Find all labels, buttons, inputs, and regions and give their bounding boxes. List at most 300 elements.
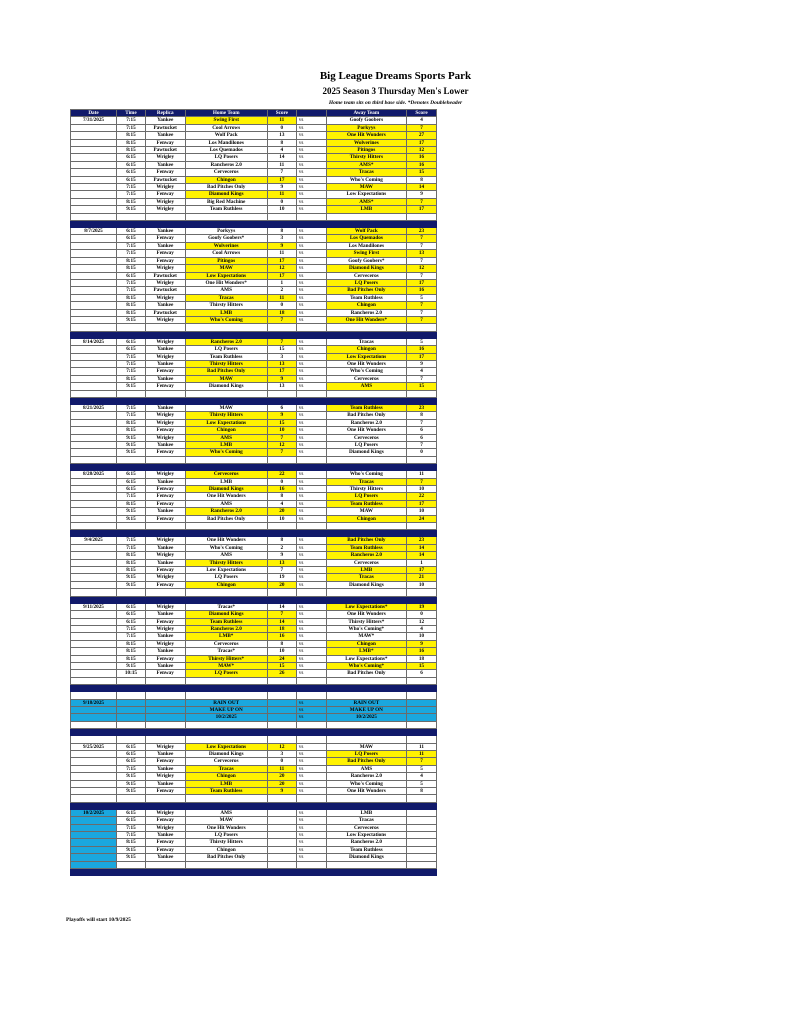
game-field: Fenway: [145, 758, 185, 765]
vs-label: vs: [296, 780, 326, 787]
home-team: MAW*: [185, 662, 267, 669]
separator-cell: [267, 685, 296, 692]
game-row: [71, 434, 437, 441]
header-time: Time: [117, 110, 146, 117]
separator-cell: [326, 221, 406, 228]
blank-cell: [326, 213, 406, 220]
vs-label: vs: [296, 648, 326, 655]
game-field: Fenway: [145, 427, 185, 434]
separator-cell: [71, 869, 117, 876]
game-date: [71, 235, 117, 242]
rainout-time: [117, 714, 146, 721]
home-score: 7: [267, 567, 296, 574]
away-team: Chingon: [326, 302, 406, 309]
separator-cell: [296, 869, 326, 876]
blank-cell: [71, 795, 117, 802]
game-date: [71, 486, 117, 493]
away-team: Team Ruthless: [326, 294, 406, 301]
blank-cell: [267, 523, 296, 530]
game-date: [71, 552, 117, 559]
blank-cell: [406, 213, 436, 220]
game-time: 9:15: [117, 787, 146, 794]
game-field: Yankee: [145, 375, 185, 382]
game-field: Wrigley: [145, 419, 185, 426]
away-score: 16: [406, 346, 436, 353]
home-team: Team Ruthless: [185, 787, 267, 794]
game-time: 9:15: [117, 574, 146, 581]
home-score: [267, 854, 296, 861]
home-team: AMS: [185, 809, 267, 816]
away-score: 11: [406, 743, 436, 750]
game-time: 10:15: [117, 670, 146, 677]
game-field: Yankee: [145, 117, 185, 124]
game-field: Yankee: [145, 831, 185, 838]
game-date: [71, 287, 117, 294]
blank-cell: [117, 692, 146, 699]
game-field: Wrigley: [145, 625, 185, 632]
game-time: 9:15: [117, 515, 146, 522]
game-date: [71, 427, 117, 434]
vs-label: vs: [296, 360, 326, 367]
game-date: [71, 383, 117, 390]
away-score: 7: [406, 419, 436, 426]
game-field: Yankee: [145, 404, 185, 411]
game-date: [71, 279, 117, 286]
blank-cell: [117, 721, 146, 728]
separator-cell: [117, 530, 146, 537]
game-row: [71, 176, 437, 183]
separator-cell: [326, 397, 406, 404]
blank-cell: [296, 721, 326, 728]
game-row: [71, 353, 437, 360]
rainout-field: [145, 706, 185, 713]
game-time: 6:15: [117, 228, 146, 235]
blank-row: [71, 589, 437, 596]
home-score: 11: [267, 161, 296, 168]
game-time: 8:15: [117, 500, 146, 507]
away-score: 23: [406, 228, 436, 235]
game-time: 8:15: [117, 265, 146, 272]
away-team: Cerveceros: [326, 824, 406, 831]
game-row: [71, 471, 437, 478]
week-separator: [71, 530, 437, 537]
vs-label: vs: [296, 250, 326, 257]
game-field: Yankee: [145, 544, 185, 551]
home-team: Cool Arrows: [185, 250, 267, 257]
game-row: [71, 279, 437, 286]
separator-cell: [326, 729, 406, 736]
header-replica: Replica: [145, 110, 185, 117]
vs-label: vs: [296, 611, 326, 618]
game-date: [71, 670, 117, 677]
game-row: [71, 743, 437, 750]
home-team: LMB*: [185, 633, 267, 640]
game-row: [71, 831, 437, 838]
home-score: [267, 817, 296, 824]
separator-cell: [326, 802, 406, 809]
away-team: Who's Coming: [326, 780, 406, 787]
home-team: Los Mandilones: [185, 139, 267, 146]
game-time: 7:15: [117, 831, 146, 838]
away-score: 17: [406, 279, 436, 286]
game-field: Fenway: [145, 235, 185, 242]
game-date: 8/21/2025: [71, 404, 117, 411]
separator-cell: [296, 464, 326, 471]
blank-row: [71, 213, 437, 220]
game-time: 9:15: [117, 316, 146, 323]
vs-label: vs: [296, 338, 326, 345]
game-field: Fenway: [145, 493, 185, 500]
game-field: Yankee: [145, 242, 185, 249]
away-score: 10: [406, 581, 436, 588]
blank-cell: [406, 721, 436, 728]
header-home-team: Home Team: [185, 110, 267, 117]
home-score: 11: [267, 117, 296, 124]
home-team: Rancheros 2.0: [185, 625, 267, 632]
game-date: [71, 316, 117, 323]
blank-cell: [145, 692, 185, 699]
home-team: One Hit Wonders: [185, 493, 267, 500]
vs-label: vs: [296, 383, 326, 390]
game-date: [71, 353, 117, 360]
vs-label: vs: [296, 132, 326, 139]
home-score: [267, 839, 296, 846]
blank-row: [71, 677, 437, 684]
away-score: 16: [406, 161, 436, 168]
home-score: 7: [267, 338, 296, 345]
home-score: 13: [267, 360, 296, 367]
game-date: [71, 839, 117, 846]
game-time: 6:15: [117, 611, 146, 618]
game-row: [71, 346, 437, 353]
vs-label: vs: [296, 316, 326, 323]
blank-cell: [145, 213, 185, 220]
vs-label: vs: [296, 567, 326, 574]
separator-cell: [145, 869, 185, 876]
game-time: 9:15: [117, 780, 146, 787]
away-team: AMS: [326, 765, 406, 772]
home-score: 8: [267, 640, 296, 647]
game-time: 9:15: [117, 846, 146, 853]
blank-cell: [117, 523, 146, 530]
away-score: [406, 831, 436, 838]
away-score: 14: [406, 552, 436, 559]
away-score: 10: [406, 633, 436, 640]
away-score: 14: [406, 544, 436, 551]
home-team: LQ Posers: [185, 346, 267, 353]
away-team: Who's Coming*: [326, 662, 406, 669]
separator-cell: [326, 685, 406, 692]
game-time: 8:15: [117, 552, 146, 559]
away-score: [406, 846, 436, 853]
home-score: 19: [267, 574, 296, 581]
separator-cell: [117, 331, 146, 338]
rainout-home-score: [267, 706, 296, 713]
game-field: Fenway: [145, 618, 185, 625]
game-date: 9/11/2025: [71, 603, 117, 610]
game-time: 7:15: [117, 493, 146, 500]
game-row: [71, 824, 437, 831]
away-score: 16: [406, 154, 436, 161]
away-score: 18: [406, 655, 436, 662]
game-field: Yankee: [145, 228, 185, 235]
home-score: 7: [267, 169, 296, 176]
away-team: AMS*: [326, 161, 406, 168]
away-score: 7: [406, 758, 436, 765]
away-team: Tracas: [326, 817, 406, 824]
away-team: Los Quemados: [326, 235, 406, 242]
game-row: [71, 750, 437, 757]
game-field: Fenway: [145, 787, 185, 794]
game-row: [71, 242, 437, 249]
vs-label: vs: [296, 117, 326, 124]
away-team: Thirsty Hitters: [326, 486, 406, 493]
vs-label: vs: [296, 427, 326, 434]
blank-cell: [296, 324, 326, 331]
home-score: 0: [267, 758, 296, 765]
blank-cell: [296, 692, 326, 699]
game-field: Yankee: [145, 750, 185, 757]
home-score: 20: [267, 508, 296, 515]
blank-cell: [406, 390, 436, 397]
blank-cell: [406, 324, 436, 331]
vs-label: vs: [296, 655, 326, 662]
game-field: Fenway: [145, 515, 185, 522]
home-team: Chingon: [185, 846, 267, 853]
away-team: Tracas: [326, 574, 406, 581]
away-score: 19: [406, 603, 436, 610]
home-team: AMS: [185, 287, 267, 294]
game-row: [71, 618, 437, 625]
away-team: LQ Posers: [326, 750, 406, 757]
home-team: Goofy Goobers*: [185, 235, 267, 242]
game-date: [71, 309, 117, 316]
blank-row: [71, 390, 437, 397]
game-field: Wrigley: [145, 265, 185, 272]
separator-cell: [71, 464, 117, 471]
home-team: Porkyys: [185, 228, 267, 235]
blank-cell: [71, 390, 117, 397]
game-time: 7:15: [117, 353, 146, 360]
game-time: 9:15: [117, 581, 146, 588]
away-team: LMB: [326, 809, 406, 816]
away-team: Rancheros 2.0: [326, 773, 406, 780]
home-score: 8: [267, 139, 296, 146]
game-time: 7:15: [117, 404, 146, 411]
game-field: Wrigley: [145, 338, 185, 345]
game-field: Wrigley: [145, 537, 185, 544]
blank-cell: [296, 523, 326, 530]
away-team: Team Ruthless: [326, 404, 406, 411]
game-time: 8:15: [117, 419, 146, 426]
game-time: 6:15: [117, 176, 146, 183]
game-time: 7:15: [117, 824, 146, 831]
separator-cell: [406, 729, 436, 736]
game-field: Fenway: [145, 655, 185, 662]
game-date: [71, 176, 117, 183]
game-field: Fenway: [145, 846, 185, 853]
separator-cell: [267, 221, 296, 228]
game-date: [71, 846, 117, 853]
game-field: Wrigley: [145, 279, 185, 286]
separator-cell: [117, 464, 146, 471]
game-date: 8/7/2025: [71, 228, 117, 235]
home-team: Thirsty Hitters: [185, 412, 267, 419]
away-team: Tracas: [326, 338, 406, 345]
rainout-date: [71, 706, 117, 713]
vs-label: vs: [296, 500, 326, 507]
blank-cell: [267, 692, 296, 699]
vs-label: vs: [296, 706, 326, 713]
schedule-header-row: [71, 110, 437, 117]
rainout-field: [145, 714, 185, 721]
game-time: 9:15: [117, 662, 146, 669]
blank-cell: [71, 861, 117, 868]
vs-label: vs: [296, 302, 326, 309]
schedule-table: [70, 109, 437, 876]
game-field: Wrigley: [145, 434, 185, 441]
vs-label: vs: [296, 817, 326, 824]
separator-cell: [185, 221, 267, 228]
separator-cell: [406, 596, 436, 603]
separator-cell: [406, 221, 436, 228]
game-time: 8:15: [117, 559, 146, 566]
rainout-row: [71, 714, 437, 721]
game-row: [71, 765, 437, 772]
game-date: [71, 412, 117, 419]
away-score: 6: [406, 434, 436, 441]
separator-cell: [296, 221, 326, 228]
game-time: 7:15: [117, 633, 146, 640]
blank-row: [71, 795, 437, 802]
away-score: 11: [406, 750, 436, 757]
home-score: 4: [267, 500, 296, 507]
game-row: [71, 773, 437, 780]
home-score: 10: [267, 515, 296, 522]
vs-label: vs: [296, 831, 326, 838]
game-date: [71, 581, 117, 588]
separator-cell: [71, 331, 117, 338]
away-score: 5: [406, 780, 436, 787]
separator-cell: [326, 869, 406, 876]
game-date: [71, 831, 117, 838]
away-score: [406, 817, 436, 824]
vs-label: vs: [296, 412, 326, 419]
game-time: 6:15: [117, 161, 146, 168]
away-score: 15: [406, 169, 436, 176]
game-time: 9:15: [117, 449, 146, 456]
home-score: 15: [267, 419, 296, 426]
game-date: [71, 817, 117, 824]
game-field: Wrigley: [145, 206, 185, 213]
home-team: One Hit Wonders: [185, 537, 267, 544]
away-team: MAW: [326, 184, 406, 191]
vs-label: vs: [296, 471, 326, 478]
game-field: Yankee: [145, 161, 185, 168]
header-date: Date: [71, 110, 117, 117]
home-team: Low Expectations: [185, 743, 267, 750]
blank-cell: [71, 736, 117, 743]
home-score: 11: [267, 250, 296, 257]
separator-cell: [71, 802, 117, 809]
game-date: [71, 854, 117, 861]
game-date: [71, 265, 117, 272]
home-team: Wolf Pack: [185, 132, 267, 139]
away-team: Tracas: [326, 478, 406, 485]
away-team: Chingon: [326, 346, 406, 353]
home-score: 3: [267, 353, 296, 360]
game-date: [71, 346, 117, 353]
vs-label: vs: [296, 169, 326, 176]
blank-cell: [145, 324, 185, 331]
vs-label: vs: [296, 434, 326, 441]
separator-cell: [185, 729, 267, 736]
vs-label: vs: [296, 404, 326, 411]
game-time: 7:15: [117, 360, 146, 367]
rainout-away: 10/2/2025: [326, 714, 406, 721]
game-row: [71, 191, 437, 198]
vs-label: vs: [296, 618, 326, 625]
vs-label: vs: [296, 235, 326, 242]
game-date: 10/2/2025: [71, 809, 117, 816]
away-team: Cerveceros: [326, 434, 406, 441]
home-score: 0: [267, 302, 296, 309]
game-time: 8:15: [117, 648, 146, 655]
away-score: 7: [406, 124, 436, 131]
vs-label: vs: [296, 515, 326, 522]
away-team: Team Ruthless: [326, 544, 406, 551]
rainout-away-score: [406, 706, 436, 713]
away-score: 5: [406, 294, 436, 301]
game-field: Yankee: [145, 559, 185, 566]
separator-cell: [71, 221, 117, 228]
game-row: [71, 235, 437, 242]
game-row: [71, 294, 437, 301]
away-team: Low Expectations*: [326, 655, 406, 662]
game-row: [71, 419, 437, 426]
game-date: [71, 478, 117, 485]
game-time: 6:15: [117, 486, 146, 493]
blank-cell: [267, 795, 296, 802]
blank-cell: [267, 721, 296, 728]
game-row: [71, 625, 437, 632]
game-date: [71, 139, 117, 146]
vs-label: vs: [296, 640, 326, 647]
away-score: 7: [406, 442, 436, 449]
game-time: 8:15: [117, 257, 146, 264]
game-date: [71, 302, 117, 309]
header-away-team: Away Team: [326, 110, 406, 117]
game-field: Fenway: [145, 169, 185, 176]
separator-cell: [185, 464, 267, 471]
home-team: Cerveceros: [185, 169, 267, 176]
vs-label: vs: [296, 124, 326, 131]
home-team: Cool Arrows: [185, 124, 267, 131]
blank-row: [71, 324, 437, 331]
separator-cell: [296, 530, 326, 537]
blank-cell: [296, 456, 326, 463]
away-team: Porkyys: [326, 124, 406, 131]
blank-row: [71, 861, 437, 868]
away-score: 15: [406, 383, 436, 390]
game-field: Fenway: [145, 581, 185, 588]
home-team: MAW: [185, 404, 267, 411]
vs-label: vs: [296, 743, 326, 750]
game-row: [71, 257, 437, 264]
blank-cell: [117, 390, 146, 397]
game-field: Yankee: [145, 442, 185, 449]
game-time: 9:15: [117, 854, 146, 861]
